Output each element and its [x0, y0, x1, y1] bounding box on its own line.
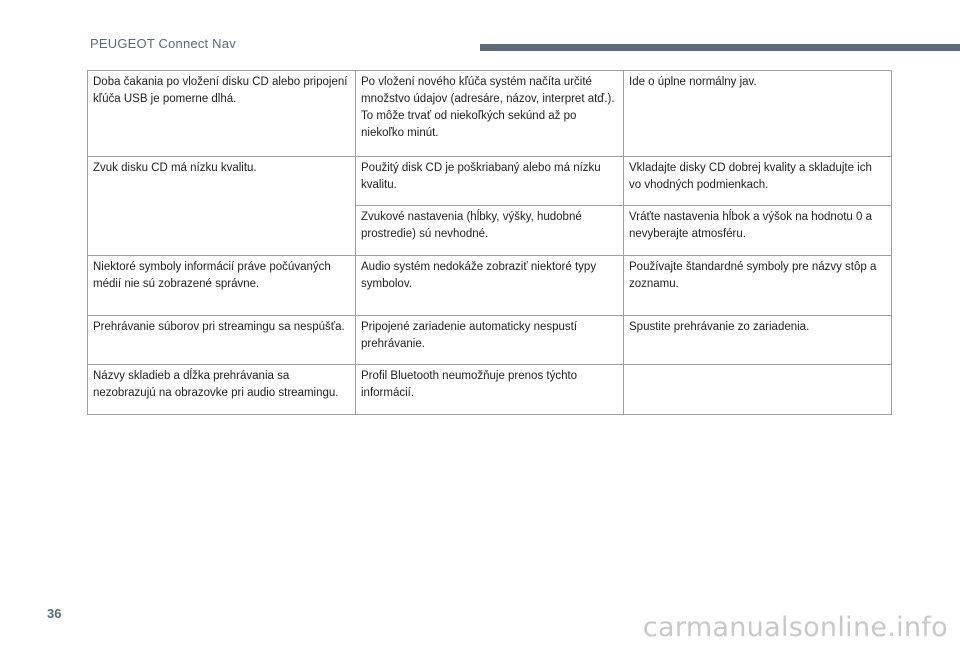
solution-cell: Ide o úplne normálny jav. — [624, 71, 892, 157]
problem-cell: Doba čakania po vložení disku CD alebo pripojení kľúča USB je pomerne dlhá. — [88, 71, 356, 157]
table-row — [88, 71, 892, 157]
table-row — [88, 316, 892, 365]
site-watermark: carmanualsonline.info — [642, 612, 948, 643]
table-row — [88, 256, 892, 316]
cause-cell: Audio systém nedokáže zobraziť niektoré typy symbolov. — [356, 256, 624, 316]
header-accent-bar — [480, 44, 960, 51]
cause-cell: Zvukové nastavenia (hĺbky, výšky, hudobné prostredie) sú nevhodné. — [356, 206, 624, 256]
problem-cell: Prehrávanie súborov pri streamingu sa nespúšťa. — [88, 316, 356, 365]
problem-cell: Názvy skladieb a dĺžka prehrávania sa nezobrazujú na obrazovke pri audio streamingu. — [88, 365, 356, 415]
cause-cell: Pripojené zariadenie automaticky nespustí prehrávanie. — [356, 316, 624, 365]
problem-cell: Zvuk disku CD má nízku kvalitu. — [88, 157, 356, 256]
solution-cell: Vráťte nastavenia hĺbok a výšok na hodnotu 0 a nevyberajte atmosféru. — [624, 206, 892, 256]
troubleshooting-table — [87, 70, 892, 415]
solution-cell — [624, 365, 892, 415]
cause-cell: Po vložení nového kľúča systém načíta určité množstvo údajov (adresáre, názov, interpret atď.). To môže trvať od niekoľkých sekúnd až po niekoľko minút. — [356, 71, 624, 157]
problem-cell: Niektoré symboly informácií práve počúvaných médií nie sú zobrazené správne. — [88, 256, 356, 316]
table-row — [88, 365, 892, 415]
cause-cell: Profil Bluetooth neumožňuje prenos týchto informácií. — [356, 365, 624, 415]
solution-cell: Používajte štandardné symboly pre názvy stôp a zoznamu. — [624, 256, 892, 316]
table-row — [88, 157, 892, 206]
page-number: 36 — [47, 606, 62, 621]
cause-cell: Použitý disk CD je poškriabaný alebo má nízku kvalitu. — [356, 157, 624, 206]
solution-cell: Vkladajte disky CD dobrej kvality a skladujte ich vo vhodných podmienkach. — [624, 157, 892, 206]
manual-section-title: PEUGEOT Connect Nav — [90, 36, 236, 51]
solution-cell: Spustite prehrávanie zo zariadenia. — [624, 316, 892, 365]
